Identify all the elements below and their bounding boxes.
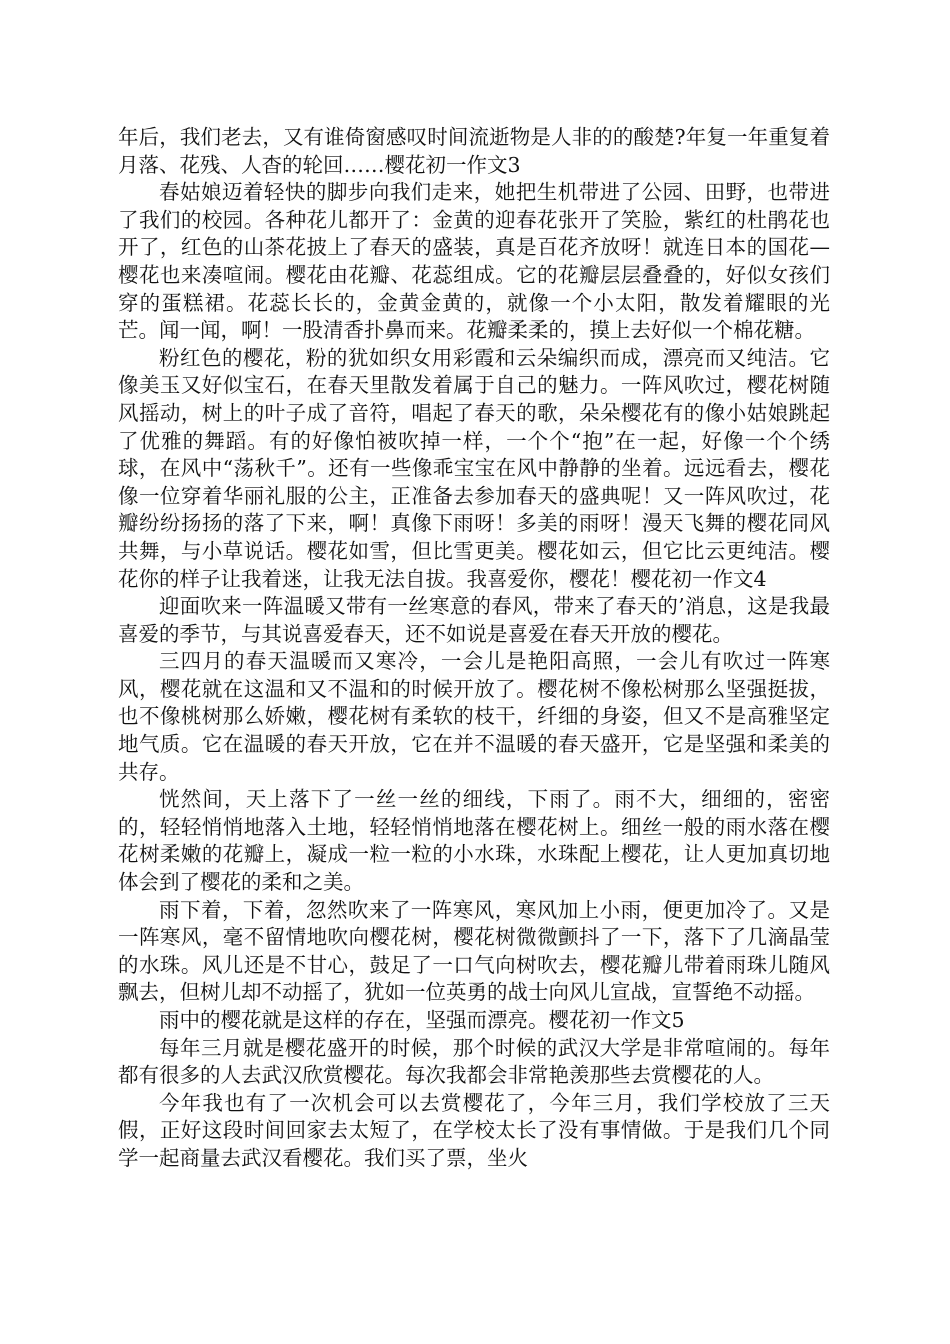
document-body bbox=[118, 124, 830, 1173]
paragraph-3: 粉红色的樱花，粉的犹如织女用彩霞和云朵编织而成，漂亮而又纯洁。它像美玉又好似宝石，在春天里散发着属于自己的魅力。一阵风吹过，樱花树随风摇动，树上的叶子成了音符，唱起了春天的歌，朵朵樱花有的像小姑娘跳起了优雅的舞蹈。有的好像怕被吹掉一样，一个个“抱”在一起，好像一个个绣球，在风中“荡秋千”。还有一些像乖宝宝在风中静静的坐着。远远看去，樱花像一位穿着华丽礼服的公主，正准备去参加春天的盛典呢！又一阵风吹过，花瓣纷纷扬扬的落了下来，啊！真像下雨呀！多美的雨呀！漫天飞舞的樱花同风共舞，与小草说话。樱花如雪，但比雪更美。樱花如云，但它比云更纯洁。樱花你的样子让我着迷，让我无法自拔。我喜爱你，樱花！樱花初一作文4 bbox=[118, 345, 830, 591]
paragraph-2: 春姑娘迈着轻快的脚步向我们走来，她把生机带进了公园、田野，也带进了我们的校园。各种花儿都开了：金黄的迎春花张开了笑脸，紫红的杜鹃花也开了，红色的山茶花披上了春天的盛装，真是百花齐放呀！就连日本的国花—樱花也来凑喧闹。樱花由花瓣、花蕊组成。它的花瓣层层叠叠的，好似女孩们穿的蛋糕裙。花蕊长长的，金黄金黄的，就像一个小太阳，散发着耀眼的光芒。闻一闻，啊！一股清香扑鼻而来。花瓣柔柔的，摸上去好似一个棉花糖。 bbox=[118, 180, 830, 343]
paragraph-4: 迎面吹来一阵温暖又带有一丝寒意的春风，带来了春天的’消息，这是我最喜爱的季节，与其说喜爱春天，还不如说是喜爱在春天开放的樱花。 bbox=[118, 594, 830, 646]
paragraph-9: 每年三月就是樱花盛开的时候，那个时候的武汉大学是非常喧闹的。每年都有很多的人去武汉欣赏樱花。每次我都会非常艳羡那些去赏樱花的人。 bbox=[118, 1035, 830, 1088]
paragraph-1: 年后，我们老去，又有谁倚窗感叹时间流逝物是人非的的酸楚?年复一年重复着月落、花残、人杳的轮回……樱花初一作文3 bbox=[118, 125, 830, 177]
paragraph-10: 今年我也有了一次机会可以去赏樱花了，今年三月，我们学校放了三天假，正好这段时间回家去太短了，在学校太长了没有事情做。于是我们几个同学一起商量去武汉看樱花。我们买了票，坐火 bbox=[118, 1090, 830, 1170]
paragraph-7: 雨下着，下着，忽然吹来了一阵寒风，寒风加上小雨，便更加冷了。又是一阵寒风，毫不留情地吹向樱花树，樱花树微微颤抖了一下，落下了几滴晶莹的水珠。风儿还是不甘心，鼓足了一口气向树吹去，樱花瓣儿带着雨珠儿随风飘去，但树儿却不动摇了，犹如一位英勇的战士向风儿宣战，宣誓绝不动摇。 bbox=[118, 897, 830, 1005]
paragraph-8: 雨中的樱花就是这样的存在，坚强而漂亮。樱花初一作文5 bbox=[159, 1008, 685, 1032]
paragraph-5: 三四月的春天温暖而又寒冷，一会儿是艳阳高照，一会儿有吹过一阵寒风，樱花就在这温和又不温和的时候开放了。樱花树不像松树那么坚强挺拔，也不像桃树那么娇嫩，樱花树有柔软的枝干，纤细的身姿，但又不是高雅坚定地气质。它在温暖的春天开放，它在并不温暖的春天盛开，它是坚强和柔美的共存。 bbox=[118, 649, 830, 784]
paragraph-6: 恍然间，天上落下了一丝一丝的细线，下雨了。雨不大，细细的，密密的，轻轻悄悄地落入土地，轻轻悄悄地落在樱花树上。细丝一般的雨水落在樱花树柔嫩的花瓣上，凝成一粒一粒的小水珠，水珠配上樱花，让人更加真切地体会到了樱花的柔和之美。 bbox=[118, 787, 830, 895]
